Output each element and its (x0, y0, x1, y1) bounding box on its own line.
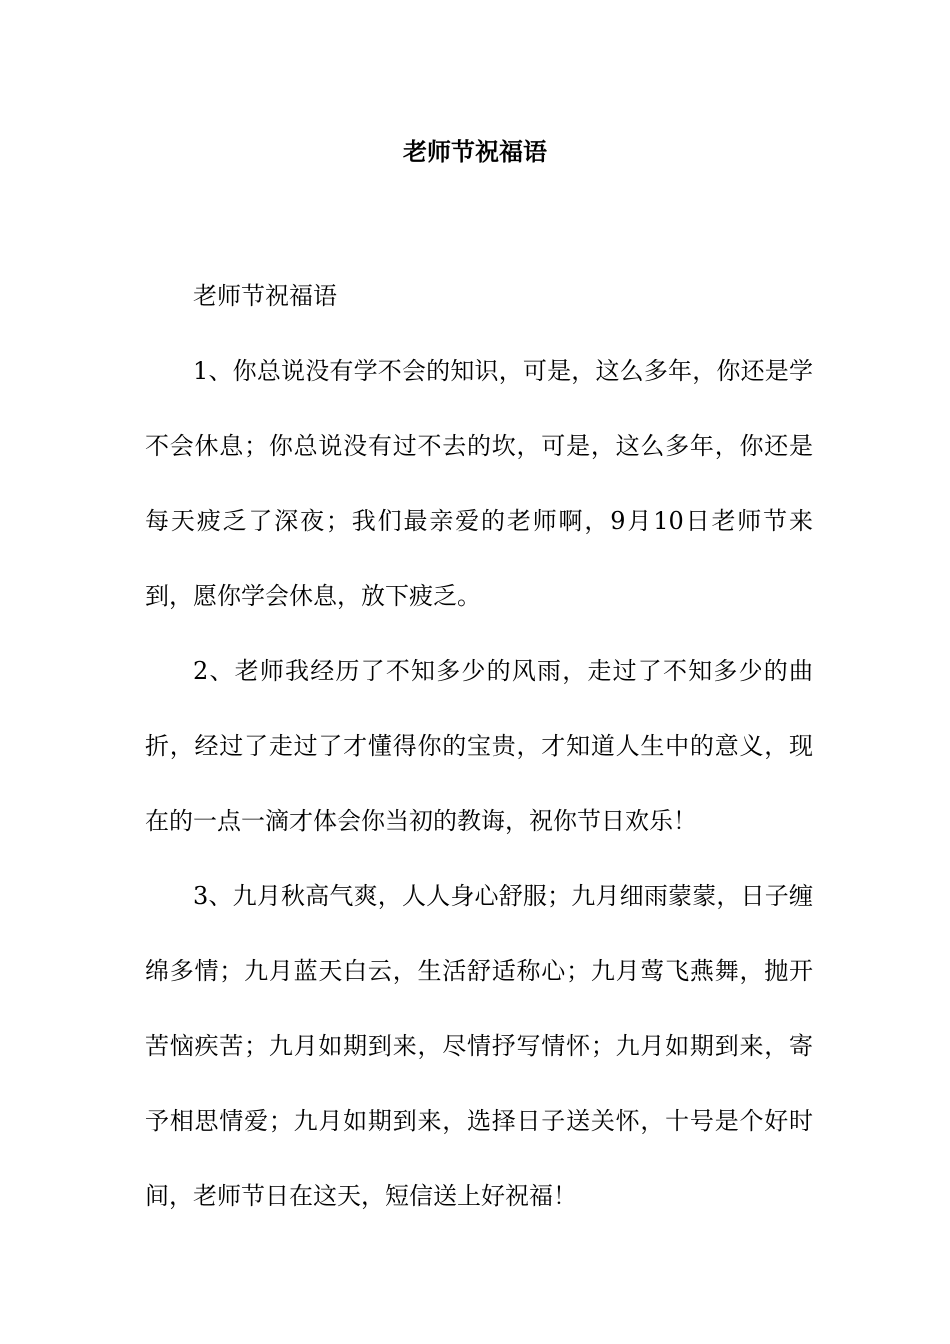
blessing-paragraph-1: 1、你总说没有学不会的知识，可是，这么多年，你还是学不会休息；你总说没有过不去的坎，可是，这么多年，你还是每天疲乏了深夜；我们最亲爱的老师啊，9月10日老师节来到，愿你学会休息，放下疲乏。 (145, 357, 813, 610)
document-title: 老师节祝福语 (403, 137, 547, 166)
document-body (145, 259, 813, 1234)
blessing-paragraph-2: 2、老师我经历了不知多少的风雨，走过了不知多少的曲折，经过了走过了才懂得你的宝贵，才知道人生中的意义，现在的一点一滴才体会你当初的教诲，祝你节日欢乐！ (145, 657, 813, 835)
subtitle-paragraph: 老师节祝福语 (193, 282, 337, 310)
blessing-paragraph-3: 3、九月秋高气爽，人人身心舒服；九月细雨蒙蒙，日子缠绵多情；九月蓝天白云，生活舒适称心；九月莺飞燕舞，抛开苦恼疾苦；九月如期到来，尽情抒写情怀；九月如期到来，寄予相思情爱；九月如期到来，选择日子送关怀，十号是个好时间，老师节日在这天，短信送上好祝福！ (145, 882, 813, 1210)
